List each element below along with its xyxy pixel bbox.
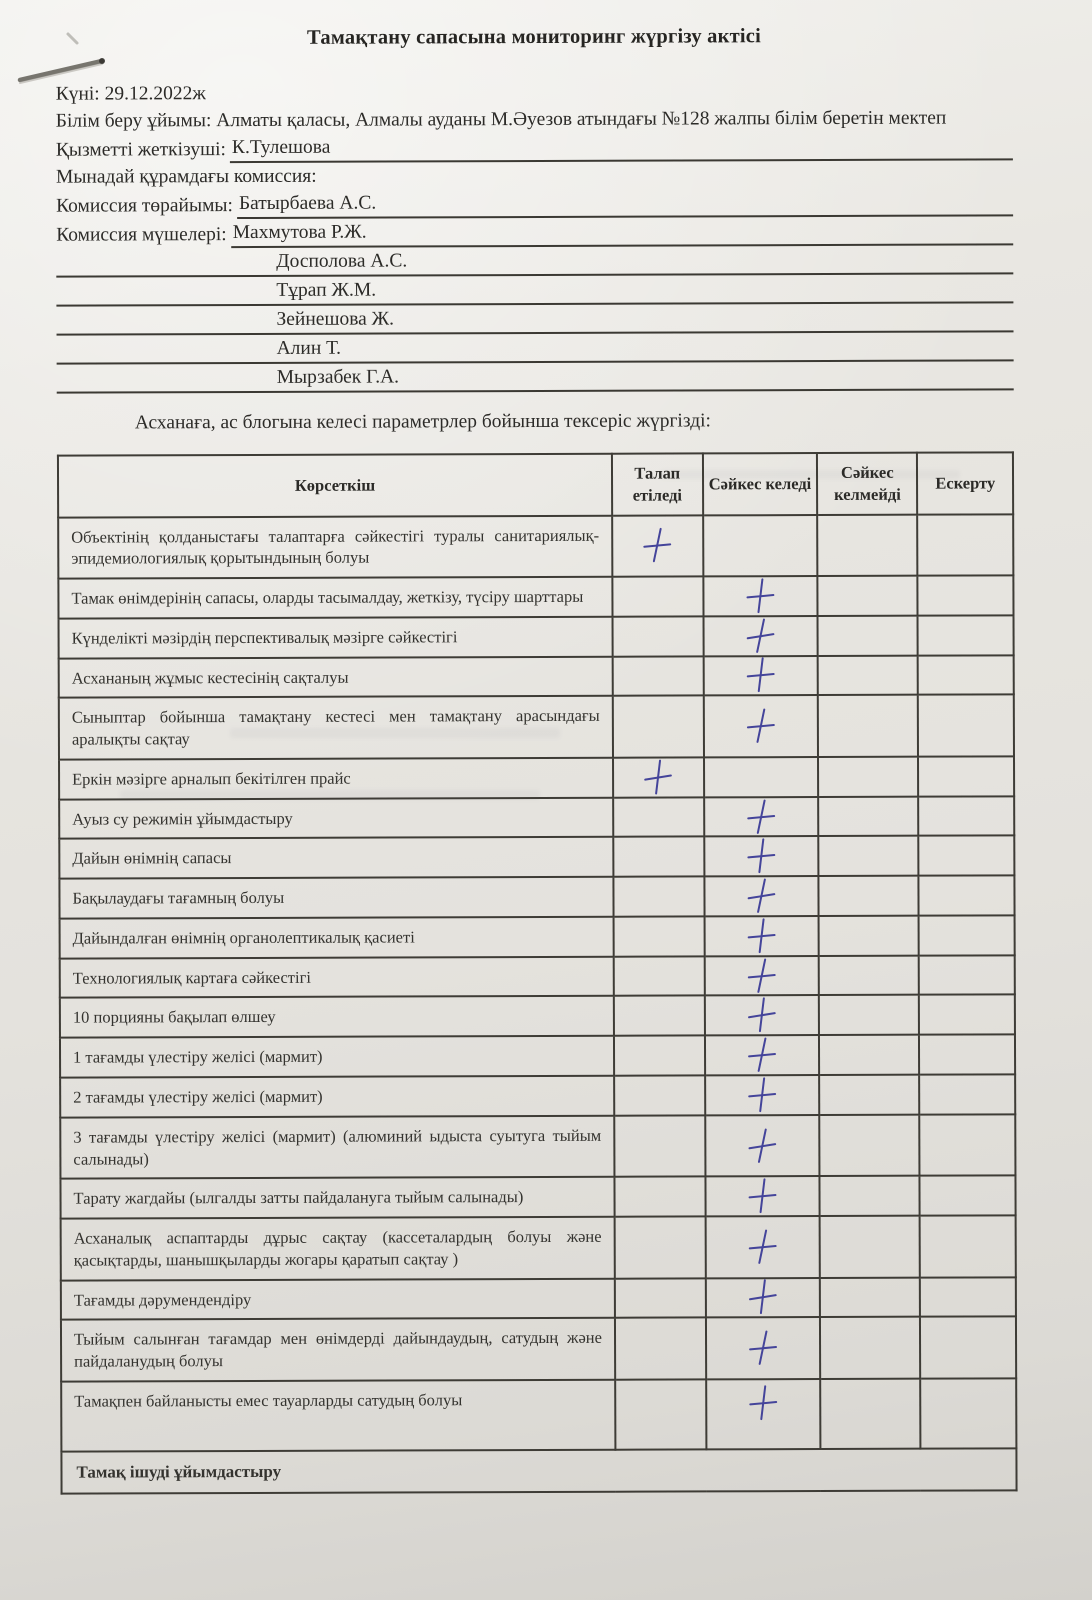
commission-intro-line: Мынадай құрамдағы комиссия: [55, 165, 317, 188]
mark-cell [704, 797, 819, 837]
table-row [61, 1448, 1016, 1494]
table-row [60, 1176, 1015, 1219]
mark-cell [614, 1115, 705, 1177]
member-signature-line [231, 216, 1014, 248]
mark-cell [920, 1317, 1016, 1379]
mark-cell [920, 1277, 1016, 1317]
mark-cell [819, 876, 919, 916]
table-row [59, 796, 1014, 839]
chair-label: Комиссия төрайымы: [56, 195, 233, 217]
mark-cell [818, 655, 918, 695]
mark-cell [918, 514, 1014, 576]
handwritten-check-mark [642, 531, 672, 561]
mark-cell [614, 1177, 705, 1217]
handwritten-check-mark [747, 1181, 777, 1211]
row-label: Асханалық аспаптарды дұрыс сақтау (кассеталардың болуы және қасықтарды, шанышқыларды жогары қаратып сақтау ) [61, 1217, 615, 1280]
mark-cell [614, 1075, 705, 1115]
mark-cell [920, 1215, 1016, 1277]
mark-cell [918, 575, 1014, 615]
row-label: Тамақпен байланысты емес тауарларды сатудың болуы [61, 1380, 615, 1452]
handwritten-check-mark [746, 881, 776, 911]
table-row [59, 615, 1014, 658]
member-name: Зейнешова Ж. [276, 308, 395, 330]
table-row [60, 1035, 1015, 1078]
commission-member-line [57, 361, 1014, 393]
table-row [58, 575, 1013, 618]
handwritten-check-mark [747, 961, 777, 991]
member-name: Махмутова Р.Ж. [232, 221, 367, 244]
mark-cell [706, 1379, 821, 1449]
header-indicator: Көрсеткіш [58, 454, 612, 517]
members-label: Комиссия мүшелері: [56, 224, 227, 246]
section-row-label: Тамақ ішуді ұйымдастыру [61, 1448, 1016, 1494]
checklist-body [58, 514, 1016, 1494]
mark-cell [703, 656, 818, 696]
mark-cell [918, 756, 1014, 796]
mark-cell [818, 695, 918, 757]
handwritten-check-mark [747, 1001, 777, 1031]
mark-cell [819, 1075, 919, 1115]
mark-cell [612, 515, 703, 577]
mark-cell [705, 1278, 820, 1318]
row-label: 1 тағамды үлестіру желісі (мармит) [60, 1036, 614, 1078]
mark-cell [819, 1035, 919, 1075]
handwritten-check-mark [747, 1131, 777, 1161]
row-label: 10 порцияны бақылап өлшеу [60, 996, 614, 1038]
provider-signature-line [230, 131, 1013, 163]
handwritten-check-mark [746, 661, 776, 691]
mark-cell [705, 1075, 820, 1115]
handwritten-check-mark [643, 762, 673, 792]
header-conforms: Сәйкес келеді [703, 453, 818, 515]
mark-cell [705, 1216, 820, 1278]
row-label: Бақылаудағы тағамның болуы [59, 877, 613, 919]
mark-cell [818, 836, 918, 876]
member-name: Алин Т. [276, 337, 342, 359]
commission-members-line [56, 216, 1013, 248]
mark-cell [704, 956, 819, 996]
mark-cell [920, 1074, 1016, 1114]
mark-cell [613, 877, 704, 917]
row-label: Асхананың жұмыс кестесінің сақталуы [59, 656, 613, 698]
mark-cell [919, 995, 1015, 1035]
mark-cell [818, 757, 918, 797]
document-title: Тамақтану сапасына мониторинг жүргізу актісі [306, 25, 761, 49]
header-required: Талап етіледі [612, 453, 703, 515]
handwritten-check-mark [747, 1080, 777, 1110]
mark-cell [615, 1278, 706, 1318]
mark-cell [919, 1035, 1015, 1075]
mark-cell [820, 1379, 921, 1449]
commission-member-line [56, 245, 1013, 277]
mark-cell [703, 515, 818, 577]
handwritten-check-mark [748, 1388, 778, 1418]
mark-cell [818, 576, 918, 616]
mark-cell [703, 576, 818, 616]
member-name: Тұрап Ж.М. [276, 279, 377, 301]
mark-cell [613, 916, 704, 956]
row-label: Тамак өнімдерінің сапасы, оларды тасымалдау, жеткізу, түсіру шарттары [58, 577, 612, 619]
mark-cell [920, 1114, 1016, 1176]
row-label: Тарату жагдайы (ылгалды затты пайдалануга тыйым салынады) [60, 1177, 614, 1219]
provider-name: К.Тулешова [231, 136, 331, 159]
row-label: Ауыз су режимін ұйымдастыру [59, 797, 613, 839]
row-label: Технологиялық картаға сәйкестігі [60, 956, 614, 998]
mark-cell [918, 655, 1014, 695]
mark-cell [615, 1318, 706, 1380]
mark-cell [615, 1216, 706, 1278]
handwritten-check-mark [748, 1283, 778, 1313]
mark-cell [919, 876, 1015, 916]
organization-line: Білім беру ұйымы: Алматы қаласы, Алмалы ауданы М.Әуезов атындағы №128 жалпы білім беретін мектеп [55, 107, 947, 132]
mark-cell [818, 796, 918, 836]
mark-cell [614, 1036, 705, 1076]
table-row [60, 915, 1015, 958]
mark-cell [919, 796, 1015, 836]
mark-cell [613, 656, 704, 696]
mark-cell [819, 995, 919, 1035]
date-line: Күні: 29.12.2022ж [55, 83, 206, 105]
mark-cell [820, 1176, 920, 1216]
row-label: Күнделікті мәзірдің перспективалық мәзірге сәйкестігі [59, 617, 613, 659]
handwritten-check-mark [746, 802, 776, 832]
mark-cell [614, 956, 705, 996]
mark-cell [820, 1216, 920, 1278]
row-label: Тағамды дәрумендендіру [61, 1278, 615, 1320]
table-row [59, 876, 1014, 919]
mark-cell [614, 996, 705, 1036]
mark-cell [820, 1317, 920, 1379]
table-row [59, 756, 1014, 799]
mark-cell [919, 915, 1015, 955]
commission-member-line [57, 332, 1014, 364]
document-content [55, 20, 1017, 1494]
header-not-conforms: Сәйкес келмейді [817, 453, 917, 515]
handwritten-check-mark [746, 711, 776, 741]
row-label: Сыныптар бойынша тамақтану кестесі мен тамақтану арасындағы аралықты сақтау [59, 696, 613, 759]
table-row [61, 1277, 1016, 1320]
mark-cell [704, 916, 819, 956]
table-row [59, 836, 1014, 879]
mark-cell [705, 1115, 820, 1177]
mark-cell [703, 616, 818, 656]
handwritten-check-mark [745, 621, 775, 651]
mark-cell [918, 615, 1014, 655]
table-row [61, 1215, 1016, 1280]
row-label: 2 тағамды үлестіру желісі (мармит) [60, 1076, 614, 1118]
mark-cell [819, 955, 919, 995]
table-row [59, 695, 1014, 760]
inspection-checklist-table [57, 451, 1018, 1494]
row-label: Еркін мәзірге арналып бекітілген прайс [59, 758, 613, 800]
row-label: Дайын өнімнің сапасы [59, 837, 613, 879]
mark-cell [613, 797, 704, 837]
mark-cell [820, 1277, 920, 1317]
table-header-row [58, 452, 1013, 517]
handwritten-check-mark [747, 1040, 777, 1070]
handwritten-check-mark [746, 841, 776, 871]
mark-cell [615, 1379, 706, 1449]
mark-cell [918, 695, 1014, 757]
commission-chair-line [56, 187, 1013, 219]
mark-cell [613, 837, 704, 877]
handwritten-check-mark [748, 1333, 778, 1363]
row-label: Объектінің қолданыстағы талаптарға сәйкестігі туралы санитариялық-эпидемиологиялық қорытындының болуы [58, 515, 612, 578]
chair-name: Батырбаева А.С. [238, 192, 377, 215]
mark-cell [612, 616, 703, 656]
mark-cell [613, 696, 704, 758]
mark-cell [613, 757, 704, 797]
mark-cell [920, 1176, 1016, 1216]
provider-line [56, 131, 1013, 163]
mark-cell [819, 1114, 919, 1176]
mark-cell [818, 615, 918, 655]
commission-member-line [56, 274, 1013, 306]
row-label: Тыйым салынған тағамдар мен өнімдерді дайындаудың, сатудың және пайдаланудың болуы [61, 1318, 615, 1381]
provider-label: Қызметті жеткізуші: [55, 139, 226, 161]
mark-cell [705, 1176, 820, 1216]
mark-cell [703, 695, 818, 757]
mark-cell [704, 836, 819, 876]
handwritten-check-mark [745, 581, 775, 611]
mark-cell [612, 576, 703, 616]
chair-signature-line [237, 187, 1013, 219]
table-row [60, 1074, 1015, 1117]
member-name: Мырзабек Г.А. [276, 366, 400, 388]
member-name: Досполова А.С. [276, 250, 408, 272]
table-row [61, 1317, 1016, 1382]
mark-cell [704, 876, 819, 916]
handwritten-check-mark [746, 921, 776, 951]
mark-cell [704, 995, 819, 1035]
table-row [59, 655, 1014, 698]
mark-cell [704, 757, 819, 797]
mark-cell [921, 1378, 1017, 1448]
row-label: Дайындалған өнімнің органолептикалық қасиеті [60, 917, 614, 959]
row-label: 3 тағамды үлестіру желісі (мармит) (алюминий ыдыста суытуга тыйым салынады) [60, 1116, 614, 1179]
table-row [60, 955, 1015, 998]
table-row [60, 995, 1015, 1038]
mark-cell [706, 1317, 821, 1379]
mark-cell [919, 955, 1015, 995]
mark-cell [705, 1035, 820, 1075]
inspection-intro-paragraph: Асханаға, ас блогына келесі параметрлер бойынша тексеріс жүргізді: [134, 410, 711, 434]
mark-cell [819, 916, 919, 956]
table-row [58, 514, 1013, 579]
commission-member-line [56, 303, 1013, 335]
mark-cell [817, 514, 917, 576]
table-row [60, 1114, 1015, 1179]
mark-cell [919, 836, 1015, 876]
handwritten-check-mark [748, 1232, 778, 1262]
header-note: Ескерту [917, 452, 1013, 514]
table-row [61, 1378, 1016, 1451]
